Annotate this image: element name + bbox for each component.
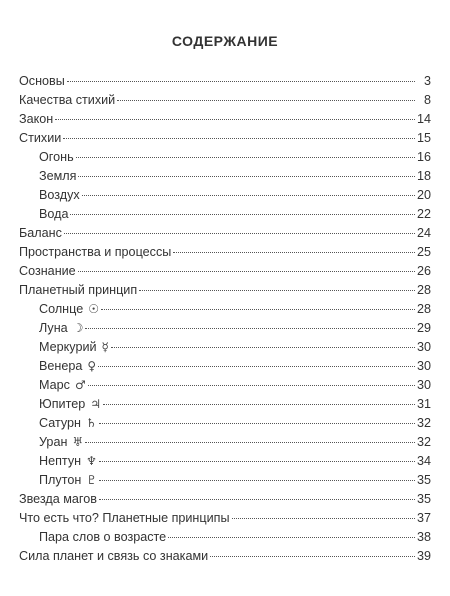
dot-leader [67,81,415,82]
planet-symbol-icon: ♂ [74,378,86,392]
toc-entry[interactable] [19,509,431,528]
toc-entry[interactable] [19,262,431,281]
dot-leader [78,271,415,272]
toc-entry-page-number: 38 [416,530,431,544]
planet-symbol-icon: ☉ [88,302,99,316]
dot-leader [98,366,415,367]
toc-entry-page-number: 31 [416,397,431,411]
dot-leader [139,290,415,291]
dot-leader [117,100,415,101]
toc-entry-page-number: 30 [416,359,431,373]
dot-leader [99,499,415,500]
toc-entry[interactable] [19,72,431,91]
toc-entry-label: Юпитер [39,397,86,411]
toc-entry-label: Звезда магов [19,492,97,506]
planet-symbol-icon: ♅ [72,435,84,449]
toc-entry[interactable] [39,186,431,205]
toc-entry-label: Воздух [39,188,80,202]
toc-entry[interactable] [39,338,431,357]
toc-entry-page-number: 37 [416,511,431,525]
dot-leader [101,309,415,310]
toc-entry-page-number: 39 [416,549,431,563]
dot-leader [210,556,415,557]
toc-entry-page-number: 15 [416,131,431,145]
dot-leader [85,328,415,329]
dot-leader [64,233,415,234]
toc-entry-label: Луна [39,321,68,335]
dot-leader [232,518,415,519]
toc-entry[interactable] [19,281,431,300]
toc-entry[interactable] [39,357,431,376]
toc-entry-page-number: 28 [416,302,431,316]
toc-entry-label: Уран [39,435,68,449]
toc-entry-page-number: 30 [416,340,431,354]
toc-entry-label: Плутон [39,473,82,487]
toc-entry-label: Баланс [19,226,62,240]
dot-leader [76,157,415,158]
toc-entry-label: Солнце [39,302,84,316]
toc-entry-label: Планетный принцип [19,283,138,297]
dot-leader [85,442,415,443]
toc-entry[interactable] [19,110,431,129]
toc-entry-page-number: 26 [416,264,431,278]
toc-entry[interactable] [39,300,431,319]
dot-leader [99,461,415,462]
toc-entry-label: Марс [39,378,70,392]
toc-entry-label: Закон [19,112,54,126]
toc-entry-page-number: 20 [416,188,431,202]
toc-entry-page-number: 16 [416,150,431,164]
toc-entry-page-number: 22 [416,207,431,221]
dot-leader [55,119,415,120]
dot-leader [88,385,415,386]
toc-entry-label: Сатурн [39,416,81,430]
toc-entry-label: Венера [39,359,83,373]
toc-entry-page-number: 29 [416,321,431,335]
toc-entry-label: Сила планет и связь со знаками [19,549,209,563]
dot-leader [111,347,415,348]
toc-entry-label: Меркурий [39,340,97,354]
toc-entry-label: Земля [39,169,77,183]
planet-symbol-icon: ♄ [86,416,97,430]
toc-entry-page-number: 14 [416,112,431,126]
dot-leader [63,138,415,139]
toc-entry-page-number: 34 [416,454,431,468]
toc-entry-page-number: 24 [416,226,431,240]
planet-symbol-icon: ♆ [86,454,97,468]
toc-entry-page-number: 35 [416,492,431,506]
dot-leader [99,480,415,481]
dot-leader [168,537,415,538]
toc-entry[interactable] [19,490,431,509]
toc-entry-page-number: 18 [416,169,431,183]
page-title: СОДЕРЖАНИЕ [171,33,279,49]
planet-symbol-icon: ♃ [90,397,101,411]
toc-entry-page-number: 35 [416,473,431,487]
toc-entry[interactable] [39,471,431,490]
toc-entry-label: Пара слов о возрасте [39,530,167,544]
toc-entry[interactable] [39,452,431,471]
toc-entry-page-number: 32 [416,435,431,449]
toc-entry-label: Стихии [19,131,62,145]
dot-leader [82,195,415,196]
toc-entry-label: Нептун [39,454,82,468]
planet-symbol-icon: ♀ [87,359,97,373]
toc-entry-page-number: 25 [416,245,431,259]
toc-entry-page-number: 8 [423,93,431,107]
toc-entry[interactable] [39,376,431,395]
toc-entry[interactable] [19,129,431,148]
planet-symbol-icon: ☽ [72,321,84,335]
toc-entry-label: Основы [19,74,65,88]
toc-entry-page-number: 32 [416,416,431,430]
toc-entry[interactable] [39,167,431,186]
toc-entry-label: Огонь [39,150,74,164]
toc-entry-label: Что есть что? Планетные принципы [19,511,230,525]
toc-entry-page-number: 3 [423,74,431,88]
toc-entry[interactable] [39,433,431,452]
dot-leader [99,423,415,424]
toc-entry[interactable] [39,528,431,547]
toc-entry-label: Качества стихий [19,93,116,107]
toc-entry[interactable] [39,319,431,338]
planet-symbol-icon: ♇ [86,473,98,487]
toc-entry-label: Пространства и процессы [19,245,172,259]
toc-entry[interactable] [39,148,431,167]
toc-entry[interactable] [39,414,431,433]
dot-leader [70,214,415,215]
dot-leader [173,252,415,253]
planet-symbol-icon: ☿ [101,340,109,354]
toc-entry[interactable] [19,91,431,110]
toc-entry[interactable] [19,224,431,243]
toc-entry[interactable] [19,547,431,566]
toc-entry-label: Вода [39,207,69,221]
toc-entry[interactable] [19,243,431,262]
dot-leader [78,176,415,177]
dot-leader [103,404,415,405]
toc-entry-page-number: 30 [416,378,431,392]
toc-entry[interactable] [39,395,431,414]
toc-entry[interactable] [39,205,431,224]
toc-entry-label: Сознание [19,264,76,278]
toc-entry-page-number: 28 [416,283,431,297]
